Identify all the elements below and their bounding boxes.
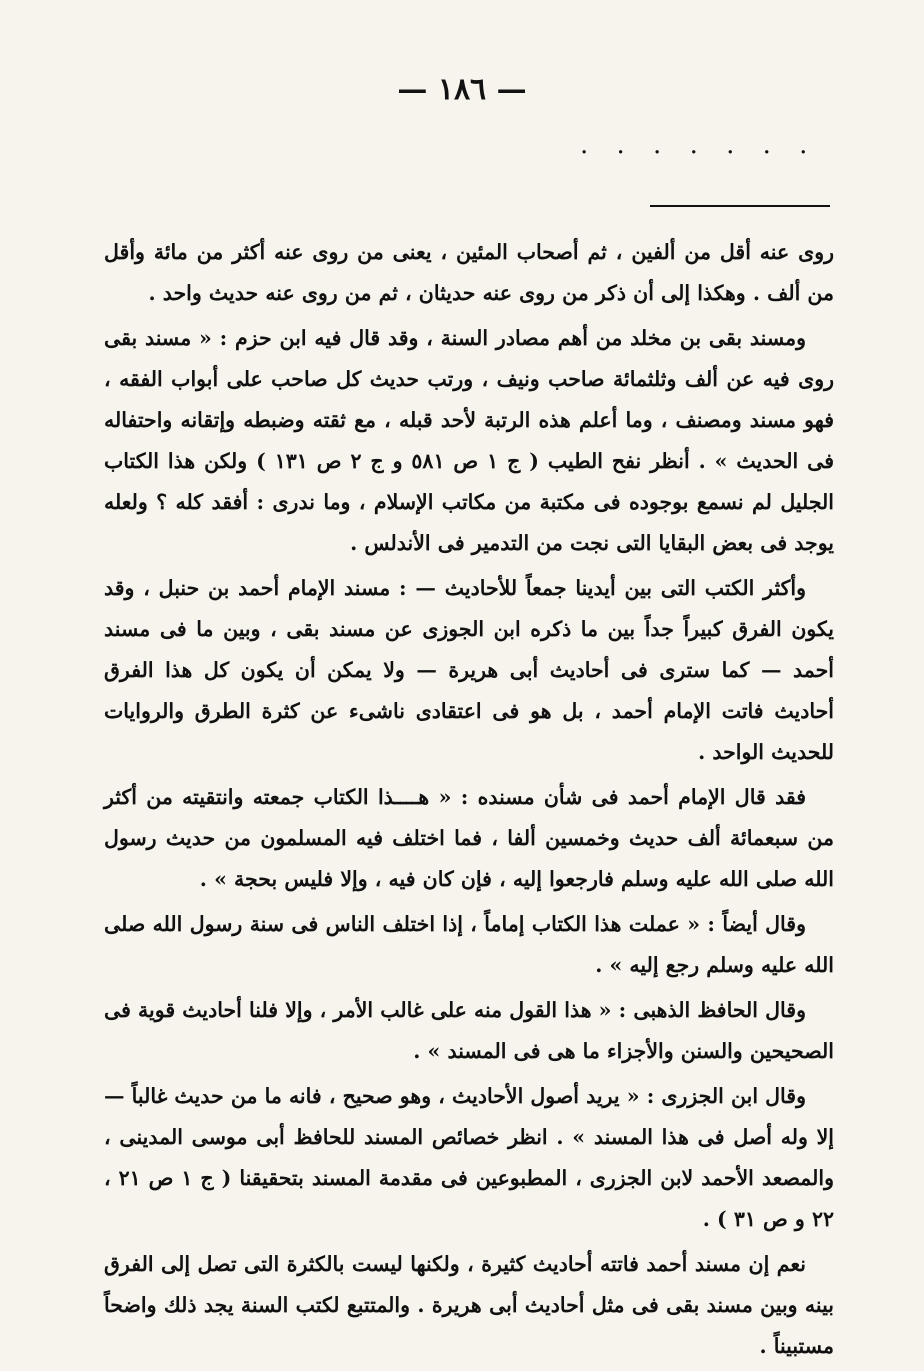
paragraph-3: وأكثر الكتب التى بين أيدينا جمعاً للأحاديث — : مسند الإمام أحمد بن حنبل ، وقد يكون الفرق كبيراً جداً بين ما ذكره ابن الجوزى عن مسند بقى ، وبين ما فى مسند أحمد — كما سترى فى أحاديث أبى هريرة — ولا يمكن أن يكون كل هذا الفرق أحاديث فاتت الإمام أحمد ، بل هو فى اعتقادى ناشىء عن كثرة الطرق والروايات للحديث الواحد . (104, 576, 834, 764)
page-number: — ١٨٦ — (397, 72, 527, 107)
paragraph-4: فقد قال الإمام أحمد فى شأن مسنده : « هــــذا الكتاب جمعته وانتقيته من أكثر من سبعمائة ألف حديث وخمسين ألفا ، فما اختلف فيه المسلمون من حديث رسول الله صلى الله عليه وسلم فارجعوا إليه ، فإن كان فيه ، وإلا فليس بحجة » . (104, 785, 834, 891)
footnote-text (104, 232, 834, 1371)
paragraph-6: وقال الحافظ الذهبى : « هذا القول منه على غالب الأمر ، وإلا فلنا أحاديث قوية فى الصحيحين والسنن والأجزاء ما هى فى المسند » . (104, 998, 834, 1063)
paragraph-7: وقال ابن الجزرى : « يريد أصول الأحاديث ، وهو صحيح ، فانه ما من حديث غالباً — إلا وله أصل فى هذا المسند » . انظر خصائص المسند للحافظ أبى موسى المدينى ، والمصعد الأحمد لابن الجزرى ، المطبوعين فى مقدمة المسند بتحقيقنا ( ج ١ ص ٢١ ، ٢٢ و ص ٣١ ) . (104, 1084, 834, 1231)
paragraph-5: وقال أيضاً : « عملت هذا الكتاب إماماً ، إذا اختلف الناس فى سنة رسول الله صلى الله عليه وسلم رجع إليه » . (104, 912, 834, 977)
footnote-rule (650, 205, 830, 207)
paragraph-1: روى عنه أقل من ألفين ، ثم أصحاب المئين ، يعنى من روى عنه أكثر من مائة وأقل من ألف . وهكذا إلى أن ذكر من روى عنه حديثان ، ثم من روى عنه حديث واحد . (104, 240, 834, 305)
paragraph-8: نعم إن مسند أحمد فاتته أحاديث كثيرة ، ولكنها ليست بالكثرة التى تصل إلى الفرق بينه وبين مسند بقى فى مثل أحاديث أبى هريرة . والمتتبع لكتب السنة يجد ذلك واضحاً مستبيناً . (104, 1252, 834, 1358)
ellipsis-marks: . . . . . . . (580, 130, 818, 160)
paragraph-2: ومسند بقى بن مخلد من أهم مصادر السنة ، وقد قال فيه ابن حزم : « مسند بقى روى فيه عن ألف وثلثمائة صاحب ونيف ، ورتب حديث كل صاحب على أبواب الفقه ، فهو مسند ومصنف ، وما أعلم هذه الرتبة لأحد قبله ، مع ثقته وضبطه وإتقانه واحتفاله فى الحديث » . أنظر نفح الطيب ( ج ١ ص ٥٨١ و ج ٢ ص ١٣١ ) ولكن هذا الكتاب الجليل لم نسمع بوجوده فى مكتبة من مكاتب الإسلام ، وما ندرى : أفقد كله ؟ ولعله يوجد فى بعض البقايا التى نجت من التدمير فى الأندلس . (104, 326, 834, 555)
